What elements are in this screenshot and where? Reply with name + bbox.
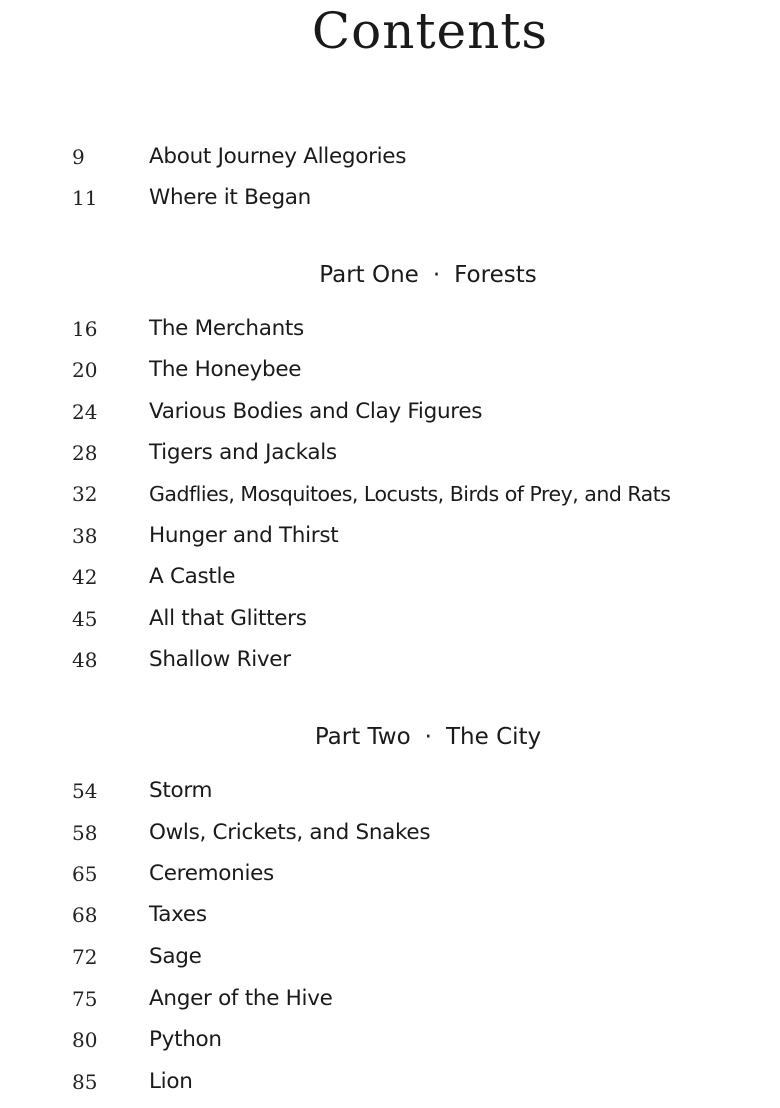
part-one-name: Forests [454, 262, 537, 288]
part-two-heading [0, 720, 780, 754]
toc-page-number: 65 [72, 862, 98, 886]
part-two-name: The City [445, 724, 542, 750]
toc-entry-title: Hunger and Thirst [149, 523, 339, 548]
toc-page-number: 72 [72, 945, 98, 969]
toc-entry-title: Tigers and Jackals [149, 440, 337, 465]
toc-page-number: 58 [72, 821, 98, 845]
toc-entry-title: Gadflies, Mosquitoes, Locusts, Birds of Prey, and Rats [149, 482, 671, 506]
toc-page-number: 28 [72, 441, 98, 465]
toc-entry-title: Various Bodies and Clay Figures [149, 399, 483, 424]
toc-page-number: 38 [72, 524, 98, 548]
toc-entry-title: Owls, Crickets, and Snakes [149, 820, 431, 845]
part-two-label: Part Two [314, 724, 411, 750]
toc-page-number: 45 [72, 607, 98, 631]
part-one-label: Part One [319, 262, 419, 288]
toc-page-number: 20 [72, 358, 98, 382]
toc-page-number: 16 [72, 317, 98, 341]
toc-entry-title: All that Glitters [149, 606, 307, 631]
toc-page-number: 54 [72, 779, 98, 803]
part-two-separator: · [424, 724, 432, 750]
toc-entry-title: Storm [149, 778, 213, 803]
toc-page-number: 68 [72, 903, 98, 927]
page-title: Contents [311, 2, 549, 60]
toc-page-number: 85 [72, 1070, 98, 1094]
toc-page-number: 32 [72, 482, 98, 506]
toc-entry-title: Ceremonies [149, 861, 274, 886]
toc-page-number: 48 [72, 648, 98, 672]
toc-page-number: 80 [72, 1028, 98, 1052]
toc-entry-title: Anger of the Hive [149, 986, 333, 1011]
part-one-separator: · [432, 262, 441, 288]
toc-page-number: 42 [72, 565, 98, 589]
toc-entry-title: The Honeybee [149, 357, 302, 382]
part-one-heading [0, 258, 780, 292]
toc-entry-title: Lion [149, 1069, 193, 1094]
toc-page-number: 75 [72, 987, 98, 1011]
toc-entry-title: Shallow River [149, 647, 291, 672]
toc-entry-title: Where it Began [149, 185, 312, 210]
toc-page-number: 24 [72, 400, 98, 424]
toc-entry-title: Taxes [149, 902, 207, 927]
toc-page-number: 11 [72, 186, 98, 210]
toc-entry-title: Sage [149, 944, 202, 969]
toc-entry-title: A Castle [149, 564, 236, 589]
toc-entry-title: About Journey Allegories [149, 144, 407, 169]
toc-entry-title: The Merchants [149, 316, 304, 341]
toc-page-number: 9 [72, 145, 85, 169]
toc-entry-title: Python [149, 1027, 222, 1052]
